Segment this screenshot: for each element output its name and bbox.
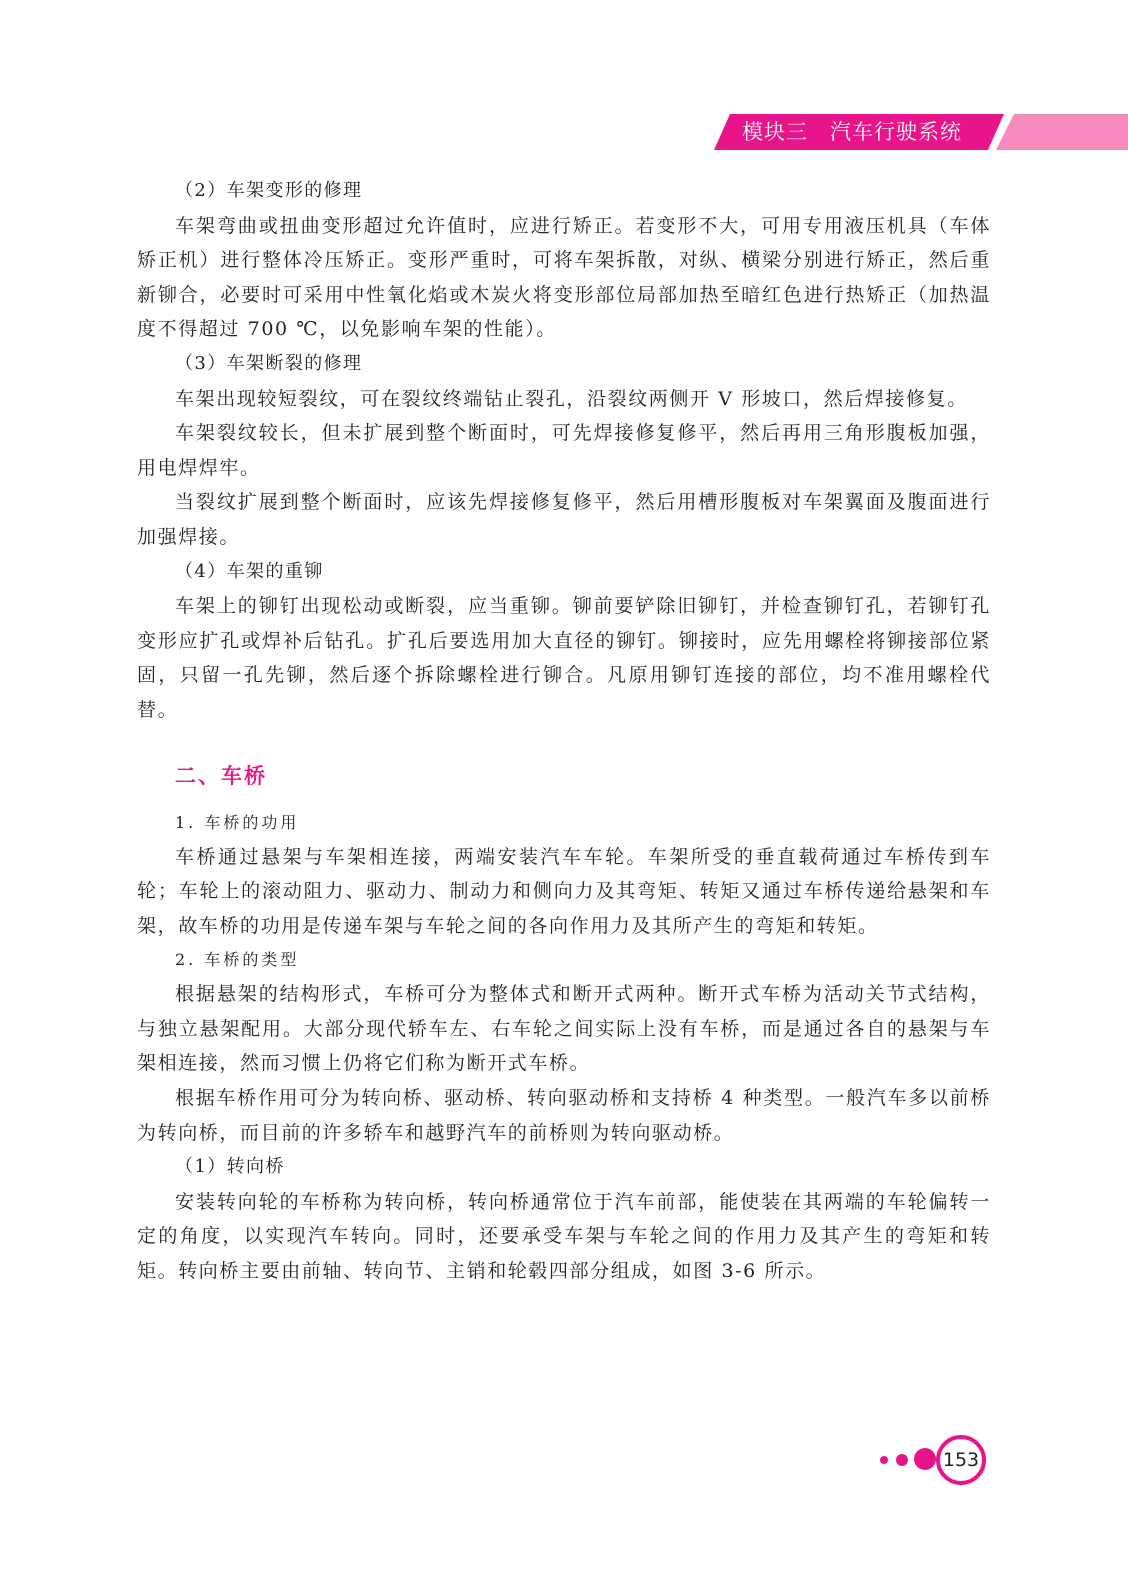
header-band-light	[996, 114, 1128, 150]
chapter-header-title	[742, 117, 962, 147]
subsection-heading: （4）车架的重铆	[175, 560, 324, 582]
page-content	[137, 174, 991, 1289]
paragraph: 根据车桥作用可分为转向桥、驱动桥、转向驱动桥和支持桥 4 种类型。一般汽车多以前桥为转向桥，而目前的许多轿车和越野汽车的前桥则为转向驱动桥。	[137, 1087, 991, 1144]
section-heading: 二、车桥	[175, 763, 267, 788]
paragraph: 车架出现较短裂纹，可在裂纹终端钻止裂孔，沿裂纹两侧开 V 形坡口，然后焊接修复。	[175, 387, 968, 410]
page-number: 153	[936, 1435, 986, 1485]
subsection-heading: （1）转向桥	[175, 1156, 285, 1178]
topic-heading: 2. 车桥的类型	[175, 950, 300, 970]
paragraph: 车架弯曲或扭曲变形超过允许值时，应进行矫正。若变形不大，可用专用液压机具（车体矫正机）进行整体冷压矫正。变形严重时，可将车架拆散，对纵、横梁分别进行矫正，然后重新铆合，必要时可采用中性氧化焰或木炭火将变形部位局部加热至暗红色进行热矫正（加热温度不得超过 700 ℃，以免影响车架的性能）。	[137, 214, 991, 341]
paragraph: 安装转向轮的车桥称为转向桥，转向桥通常位于汽车前部，能使装在其两端的车轮偏转一定的角度，以实现汽车转向。同时，还要承受车架与车轮之间的作用力及其产生的弯矩和转矩。转向桥主要由前轴、转向节、主销和轮毂四部分组成，如图 3-6 所示。	[137, 1190, 991, 1283]
subsection-heading: （3）车架断裂的修理	[175, 352, 363, 374]
chapter-header-band	[714, 114, 1128, 150]
header-title-text: 汽车行驶系统	[830, 120, 962, 144]
subsection-heading: （2）车架变形的修理	[175, 180, 363, 201]
decor-dot-icon	[914, 1448, 936, 1470]
paragraph: 车架裂纹较长，但未扩展到整个断面时，可先焊接修复修平，然后再用三角形腹板加强，用电焊焊牢。	[137, 422, 991, 479]
decor-dot-icon	[896, 1454, 908, 1466]
paragraph: 根据悬架的结构形式，车桥可分为整体式和断开式两种。断开式车桥为活动关节式结构，与独立悬架配用。大部分现代轿车左、右车轮之间实际上没有车桥，而是通过各自的悬架与车架相连接，然而习惯上仍将它们称为断开式车桥。	[137, 983, 991, 1075]
topic-heading: 1. 车桥的功用	[175, 812, 300, 832]
paragraph: 车架上的铆钉出现松动或断裂，应当重铆。铆前要铲除旧铆钉，并检查铆钉孔，若铆钉孔变形应扩孔或焊补后钻孔。扩孔后要选用加大直径的铆钉。铆接时，应先用螺栓将铆接部位紧固，只留一孔先铆，然后逐个拆除螺栓进行铆合。凡原用铆钉连接的部位，均不准用螺栓代替。	[137, 595, 991, 721]
paragraph: 车桥通过悬架与车架相连接，两端安装汽车车轮。车架所受的垂直载荷通过车桥传到车轮；车轮上的滚动阻力、驱动力、制动力和侧向力及其弯矩、转矩又通过车桥传递给悬架和车架，故车桥的功用是传递车架与车轮之间的各向作用力及其所产生的弯矩和转矩。	[137, 845, 991, 937]
header-module: 模块三	[742, 120, 808, 144]
paragraph: 当裂纹扩展到整个断面时，应该先焊接修复修平，然后用槽形腹板对车架翼面及腹面进行加强焊接。	[137, 491, 991, 548]
page-number-badge	[870, 1434, 1000, 1486]
decor-dot-icon	[880, 1456, 888, 1464]
